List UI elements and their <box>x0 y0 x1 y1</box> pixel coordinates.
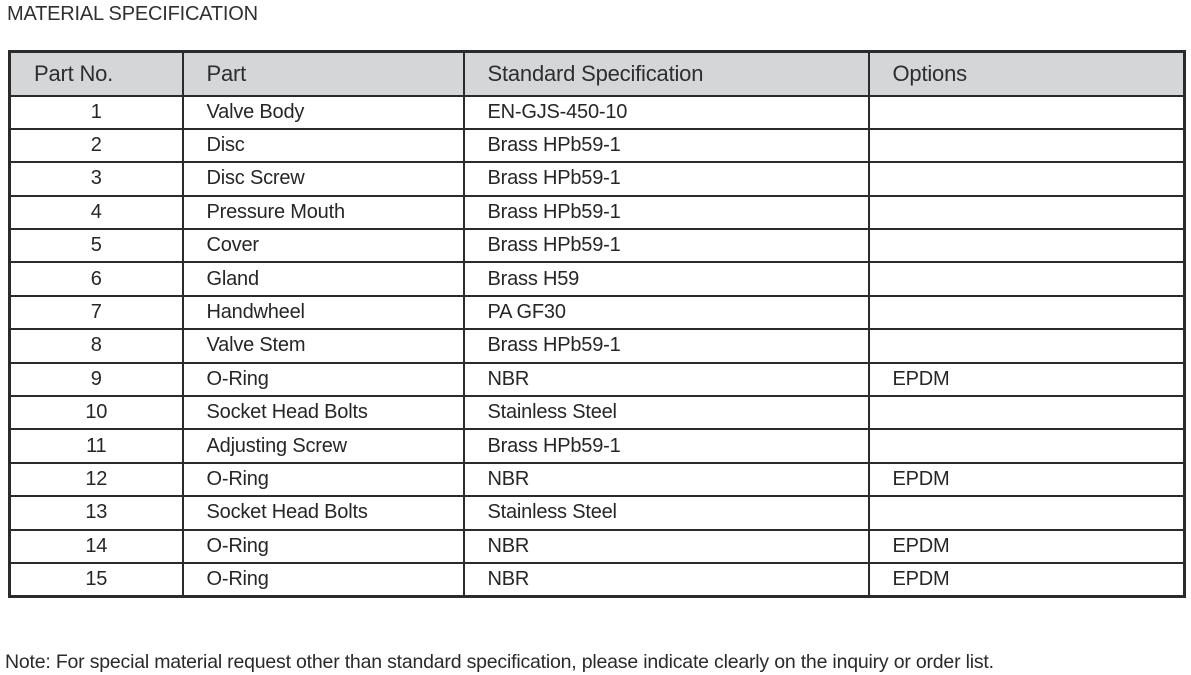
table-body <box>10 96 1185 597</box>
table-row <box>10 262 1185 295</box>
cell-options <box>869 262 1185 295</box>
table-row <box>10 563 1185 596</box>
cell-standard-specification: NBR <box>464 463 869 496</box>
cell-options: EPDM <box>869 363 1185 396</box>
cell-part: O-Ring <box>183 530 464 563</box>
cell-part-no: 9 <box>10 363 183 396</box>
cell-part-no: 10 <box>10 396 183 429</box>
cell-standard-specification: Brass HPb59-1 <box>464 196 869 229</box>
cell-part: Socket Head Bolts <box>183 396 464 429</box>
cell-part: O-Ring <box>183 563 464 596</box>
cell-part-no: 2 <box>10 129 183 162</box>
cell-part: O-Ring <box>183 363 464 396</box>
table-row <box>10 363 1185 396</box>
cell-options: EPDM <box>869 563 1185 596</box>
cell-part: O-Ring <box>183 463 464 496</box>
cell-part-no: 14 <box>10 530 183 563</box>
cell-options <box>869 162 1185 195</box>
cell-options <box>869 196 1185 229</box>
cell-part: Cover <box>183 229 464 262</box>
cell-options <box>869 429 1185 462</box>
cell-part: Socket Head Bolts <box>183 496 464 529</box>
cell-standard-specification: Brass HPb59-1 <box>464 229 869 262</box>
table-row <box>10 196 1185 229</box>
cell-part-no: 13 <box>10 496 183 529</box>
cell-standard-specification: Brass H59 <box>464 262 869 295</box>
cell-part: Valve Stem <box>183 329 464 362</box>
table-row <box>10 229 1185 262</box>
cell-standard-specification: EN-GJS-450-10 <box>464 96 869 129</box>
cell-standard-specification: Brass HPb59-1 <box>464 162 869 195</box>
cell-options <box>869 96 1185 129</box>
cell-standard-specification: Stainless Steel <box>464 396 869 429</box>
table-row <box>10 496 1185 529</box>
cell-part: Disc <box>183 129 464 162</box>
cell-options <box>869 129 1185 162</box>
cell-part-no: 5 <box>10 229 183 262</box>
cell-part-no: 11 <box>10 429 183 462</box>
table-header-row <box>10 52 1185 96</box>
cell-options <box>869 496 1185 529</box>
cell-standard-specification: Brass HPb59-1 <box>464 129 869 162</box>
cell-part-no: 1 <box>10 96 183 129</box>
cell-part-no: 12 <box>10 463 183 496</box>
cell-standard-specification: NBR <box>464 530 869 563</box>
cell-part-no: 15 <box>10 563 183 596</box>
cell-part: Pressure Mouth <box>183 196 464 229</box>
cell-part: Gland <box>183 262 464 295</box>
table-row <box>10 96 1185 129</box>
cell-part-no: 6 <box>10 262 183 295</box>
cell-standard-specification: Stainless Steel <box>464 496 869 529</box>
cell-options <box>869 329 1185 362</box>
column-header-part-no: Part No. <box>10 52 183 96</box>
cell-options: EPDM <box>869 530 1185 563</box>
cell-part-no: 8 <box>10 329 183 362</box>
table-row <box>10 429 1185 462</box>
material-spec-table <box>8 50 1186 598</box>
note-text: Note: For special material request other than standard specification, please indicate clearly on the inquiry or order list. <box>5 651 994 673</box>
table-row <box>10 463 1185 496</box>
column-header-options: Options <box>869 52 1185 96</box>
cell-part-no: 7 <box>10 296 183 329</box>
cell-options: EPDM <box>869 463 1185 496</box>
table-row <box>10 530 1185 563</box>
cell-standard-specification: NBR <box>464 563 869 596</box>
table-row <box>10 396 1185 429</box>
cell-part: Adjusting Screw <box>183 429 464 462</box>
table-row <box>10 329 1185 362</box>
cell-standard-specification: NBR <box>464 363 869 396</box>
table-row <box>10 296 1185 329</box>
table-row <box>10 162 1185 195</box>
cell-standard-specification: Brass HPb59-1 <box>464 429 869 462</box>
cell-part-no: 4 <box>10 196 183 229</box>
cell-part: Handwheel <box>183 296 464 329</box>
cell-part: Valve Body <box>183 96 464 129</box>
page-title: MATERIAL SPECIFICATION <box>7 3 258 25</box>
cell-part: Disc Screw <box>183 162 464 195</box>
cell-options <box>869 296 1185 329</box>
cell-options <box>869 229 1185 262</box>
cell-options <box>869 396 1185 429</box>
table-row <box>10 129 1185 162</box>
column-header-standard-specification: Standard Specification <box>464 52 869 96</box>
column-header-part: Part <box>183 52 464 96</box>
cell-standard-specification: Brass HPb59-1 <box>464 329 869 362</box>
cell-standard-specification: PA GF30 <box>464 296 869 329</box>
cell-part-no: 3 <box>10 162 183 195</box>
